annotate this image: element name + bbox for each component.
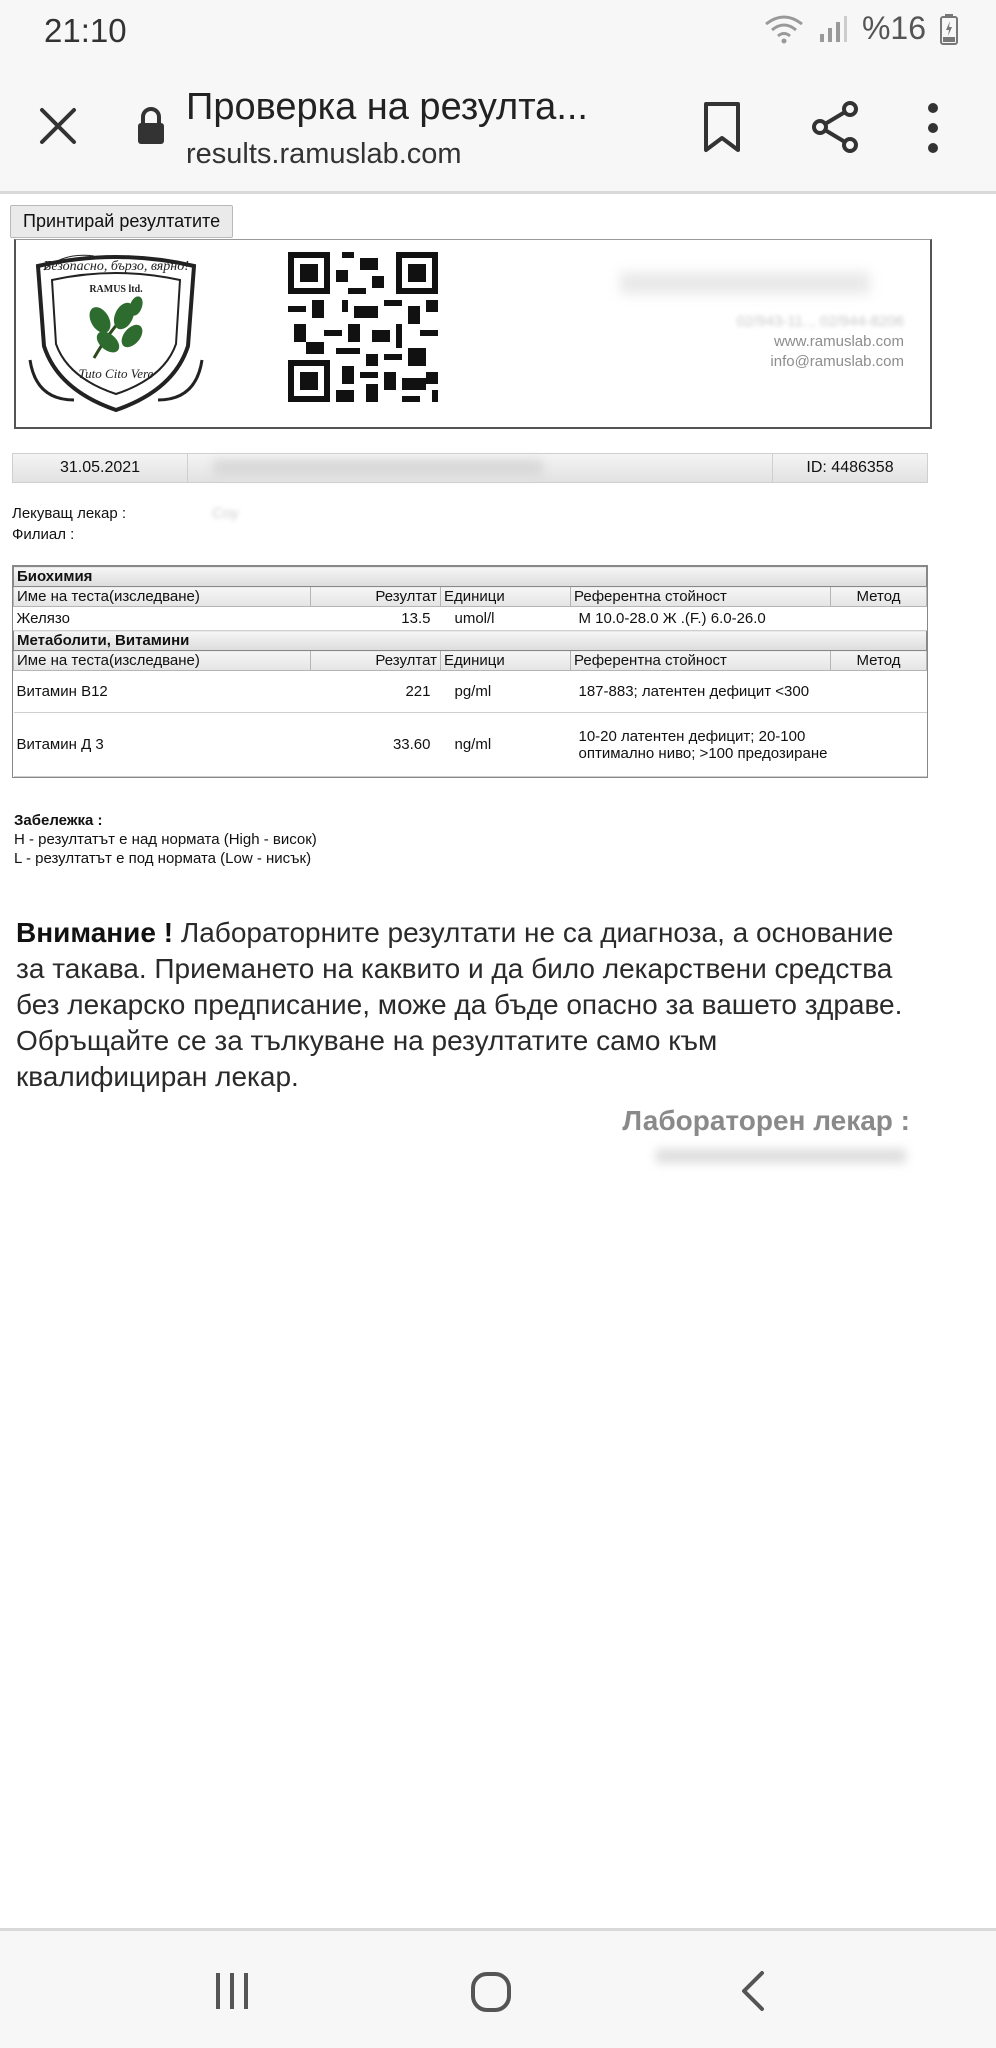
- test-name: Витамин В12: [14, 671, 311, 713]
- section-title: Метаболити, Витамини: [14, 631, 927, 651]
- print-results-button[interactable]: Принтирай резултатите: [10, 205, 233, 238]
- meta-info: [12, 503, 239, 545]
- lab-phone: 02/943-11.., 02/944-8206: [736, 313, 904, 330]
- col-reference: Референтна стойност: [571, 587, 831, 607]
- test-method: [831, 713, 927, 777]
- test-reference: 10-20 латентен дефицит; 20-100 оптимално ниво; >100 предозиране: [571, 713, 831, 777]
- lab-email[interactable]: info@ramuslab.com: [770, 353, 904, 370]
- crest-motto: Tuto Cito Vere: [78, 366, 154, 381]
- table-row: [14, 671, 927, 713]
- recent-apps-icon[interactable]: [214, 1971, 250, 2011]
- test-reference: 187-883; латентен дефицит <300: [571, 671, 831, 713]
- test-unit: pg/ml: [441, 671, 571, 713]
- status-bar: [0, 0, 996, 64]
- warning-notice: [16, 915, 916, 1095]
- test-method: [831, 671, 927, 713]
- col-test-name: Име на теста(изследване): [14, 651, 311, 671]
- col-units: Единици: [441, 587, 571, 607]
- close-icon[interactable]: [36, 104, 80, 148]
- warning-text: Лабораторните резултати не са диагноза, а основание за такава. Приемането на каквито и да било лекарствени средства без лекарско предписание, може да бъде опасно за вашето здраве. Обръщайте се за тълкуване на резултатите само към квалифициран лекар.: [16, 917, 903, 1092]
- test-unit: umol/l: [441, 607, 571, 631]
- test-reference: М 10.0-28.0 Ж .(F.) 6.0-26.0: [571, 607, 831, 631]
- crest-slogan: Безопасно, бързо, вярно!: [43, 259, 189, 274]
- qr-code: [288, 252, 438, 402]
- col-result: Резултат: [311, 651, 441, 671]
- signal-icon: [818, 14, 848, 44]
- results-page: [0, 197, 996, 1927]
- navigation-bar: [0, 1928, 996, 2048]
- blurred-doctor-name: [656, 1149, 906, 1163]
- branch-label: Филиал :: [12, 526, 75, 543]
- battery-icon: [940, 13, 958, 45]
- col-method: Метод: [831, 651, 927, 671]
- page-url[interactable]: results.ramuslab.com: [186, 138, 462, 170]
- test-unit: ng/ml: [441, 713, 571, 777]
- table-row: [14, 713, 927, 777]
- blurred-lab-name: [620, 272, 870, 294]
- test-method: [831, 607, 927, 631]
- column-headers: [14, 587, 927, 607]
- col-units: Единици: [441, 651, 571, 671]
- more-options-icon[interactable]: [925, 102, 941, 154]
- lab-header: [14, 239, 932, 429]
- browser-toolbar: [0, 64, 996, 194]
- info-bar: [12, 453, 928, 483]
- home-icon[interactable]: [470, 1971, 512, 2013]
- test-result: 13.5: [311, 607, 441, 631]
- doctor-value: Соу: [212, 505, 239, 522]
- col-method: Метод: [831, 587, 927, 607]
- col-result: Резултат: [311, 587, 441, 607]
- share-icon[interactable]: [810, 100, 860, 154]
- bookmark-icon[interactable]: [700, 100, 744, 154]
- test-result: 221: [311, 671, 441, 713]
- test-name: Витамин Д 3: [14, 713, 311, 777]
- note-high: H - резултатът е над нормата (High - висок): [14, 831, 317, 848]
- lab-contacts: [737, 312, 904, 372]
- wifi-icon: [764, 14, 804, 44]
- status-icons: [764, 10, 958, 47]
- page-title[interactable]: Проверка на резулта...: [186, 86, 588, 128]
- column-headers: [14, 651, 927, 671]
- doctor-label: Лекуващ лекар :: [12, 505, 127, 522]
- note: [14, 811, 317, 868]
- back-icon[interactable]: [738, 1969, 766, 2013]
- col-reference: Референтна стойност: [571, 651, 831, 671]
- table-row: [14, 607, 927, 631]
- note-title: Забележка :: [14, 812, 103, 829]
- section-header: [14, 631, 927, 651]
- note-low: L - резултатът е под нормата (Low - нисък): [14, 850, 312, 867]
- col-test-name: Име на теста(изследване): [14, 587, 311, 607]
- section-header: [14, 567, 927, 587]
- lab-website[interactable]: www.ramuslab.com: [773, 333, 904, 350]
- test-name: Желязо: [14, 607, 311, 631]
- lab-logo-crest: [24, 250, 208, 420]
- blurred-patient-name: [213, 460, 543, 476]
- result-date: 31.05.2021: [13, 454, 188, 482]
- lock-icon[interactable]: [136, 106, 166, 146]
- results-table: [12, 565, 928, 778]
- battery-percent: %16: [861, 10, 926, 46]
- lab-doctor-label: Лабораторен лекар :: [622, 1105, 910, 1136]
- section-title: Биохимия: [14, 567, 927, 587]
- warning-label: Внимание !: [16, 917, 174, 948]
- crest-company: RAMUS ltd.: [89, 284, 143, 295]
- test-result: 33.60: [311, 713, 441, 777]
- status-time: 21:10: [44, 12, 127, 49]
- result-id: ID: 4486358: [772, 454, 927, 482]
